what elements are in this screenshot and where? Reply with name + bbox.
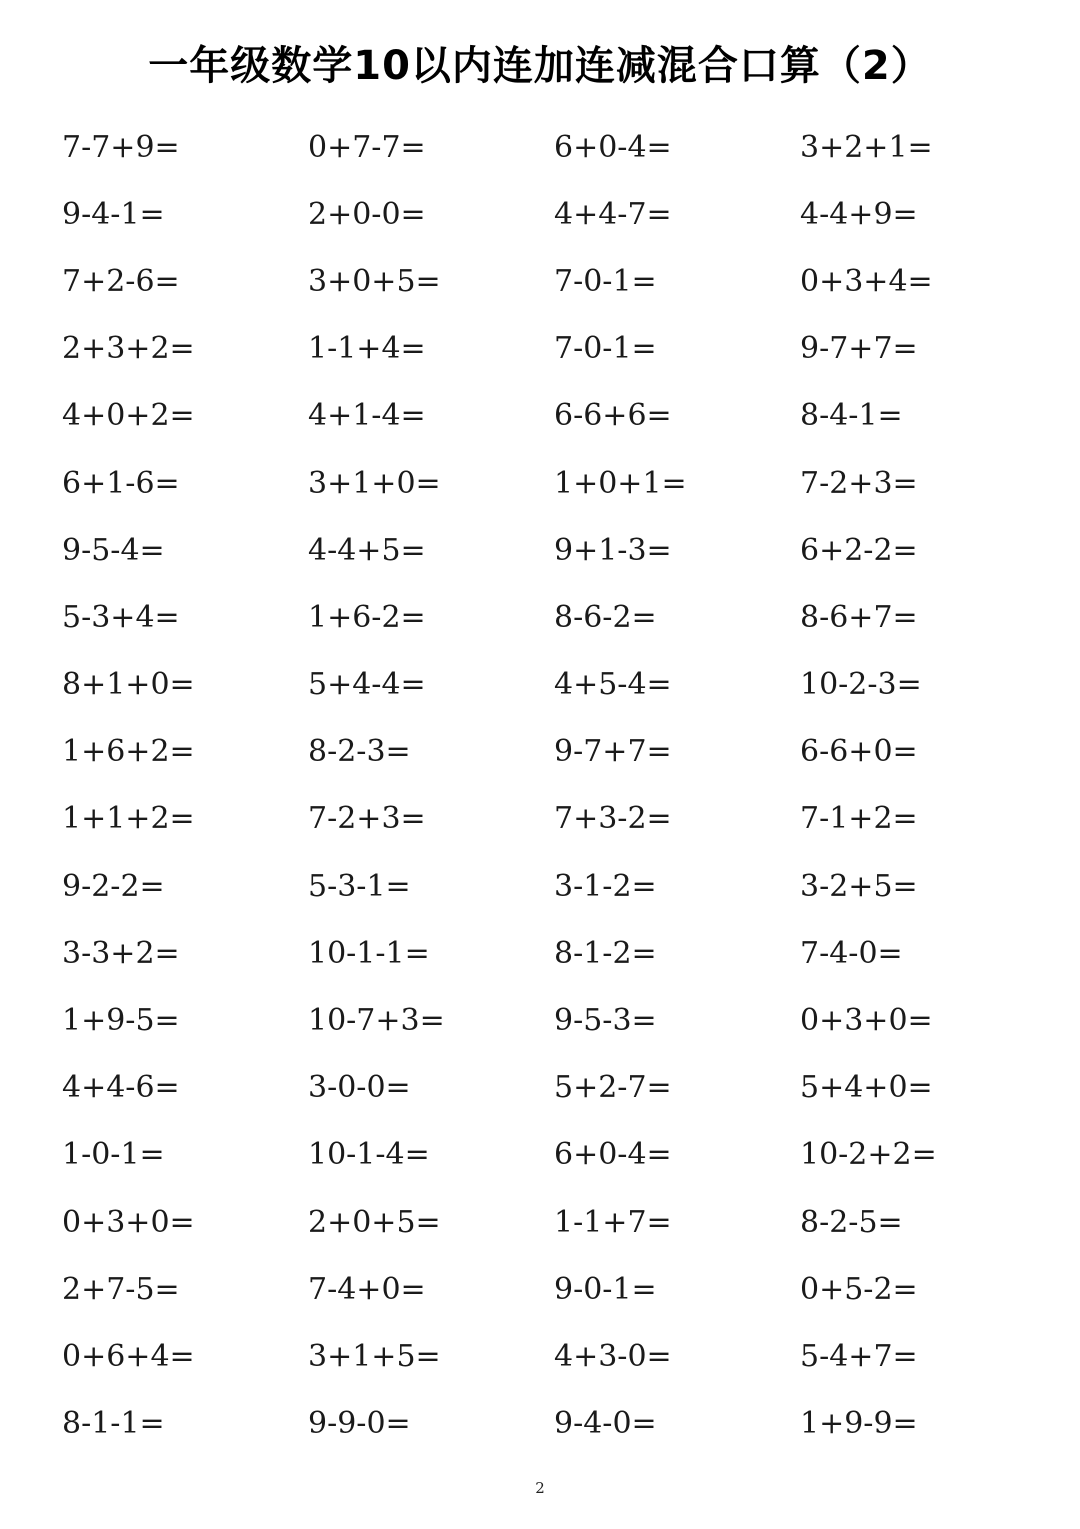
math-problem: 3-0-0=	[308, 1070, 411, 1106]
math-problem: 1+1+2=	[62, 801, 195, 837]
math-problem: 7-0-1=	[554, 331, 657, 367]
math-problem: 8-1-2=	[554, 935, 657, 971]
math-problem: 8-6-2=	[554, 599, 657, 635]
math-problem: 9-2-2=	[62, 868, 165, 904]
math-problem: 6+2-2=	[800, 532, 918, 568]
problem-row	[62, 114, 1052, 181]
math-problem: 7-4+0=	[308, 1271, 426, 1307]
math-problem: 7+2-6=	[62, 263, 180, 299]
math-problem: 7-0-1=	[554, 263, 657, 299]
math-problem: 4+4-6=	[62, 1070, 180, 1106]
math-problem: 2+0-0=	[308, 196, 426, 232]
math-problem: 8-6+7=	[800, 599, 918, 635]
math-problem: 1+9-9=	[800, 1406, 918, 1442]
math-problem: 2+0+5=	[308, 1204, 441, 1240]
problem-row	[62, 517, 1052, 584]
math-problem: 9-5-3=	[554, 1003, 657, 1039]
math-problem: 7+3-2=	[554, 801, 672, 837]
math-problem: 8-2-5=	[800, 1204, 903, 1240]
problem-row	[62, 383, 1052, 450]
math-problem: 9-7+7=	[800, 331, 918, 367]
math-problem: 0+5-2=	[800, 1271, 918, 1307]
math-problem: 6-6+0=	[800, 734, 918, 770]
math-problem: 9-9-0=	[308, 1406, 411, 1442]
math-problem: 9-0-1=	[554, 1271, 657, 1307]
problem-row	[62, 853, 1052, 920]
math-problem: 5-3+4=	[62, 599, 180, 635]
math-problem: 8-2-3=	[308, 734, 411, 770]
math-problem: 2+3+2=	[62, 331, 195, 367]
math-problem: 7-7+9=	[62, 129, 180, 165]
problem-row	[62, 248, 1052, 315]
problem-row	[62, 652, 1052, 719]
problem-row	[62, 987, 1052, 1054]
math-problem: 10-1-4=	[308, 1137, 430, 1173]
math-problem: 2+7-5=	[62, 1271, 180, 1307]
math-problem: 8-4-1=	[800, 398, 903, 434]
math-problem: 5-3-1=	[308, 868, 411, 904]
math-problem: 6+0-4=	[554, 1137, 672, 1173]
problem-row	[62, 1323, 1052, 1390]
problem-row	[62, 584, 1052, 651]
math-problem: 4-4+5=	[308, 532, 426, 568]
math-problem: 10-2+2=	[800, 1137, 937, 1173]
math-problem: 9-4-0=	[554, 1406, 657, 1442]
page-number: 2	[535, 1479, 545, 1497]
math-problem: 1+6-2=	[308, 599, 426, 635]
math-problem: 1+0+1=	[554, 465, 687, 501]
problem-row	[62, 786, 1052, 853]
math-problem: 9+1-3=	[554, 532, 672, 568]
math-problem: 8+1+0=	[62, 667, 195, 703]
problem-row	[62, 1122, 1052, 1189]
problem-grid	[62, 114, 1052, 1458]
math-problem: 3+0+5=	[308, 263, 441, 299]
problem-row	[62, 920, 1052, 987]
math-problem: 5+4+0=	[800, 1070, 933, 1106]
math-problem: 3+2+1=	[800, 129, 933, 165]
math-problem: 7-1+2=	[800, 801, 918, 837]
math-problem: 10-2-3=	[800, 667, 922, 703]
math-problem: 0+3+4=	[800, 263, 933, 299]
math-problem: 6-6+6=	[554, 398, 672, 434]
math-problem: 5+2-7=	[554, 1070, 672, 1106]
math-problem: 4+0+2=	[62, 398, 195, 434]
math-problem: 7-2+3=	[308, 801, 426, 837]
math-problem: 7-2+3=	[800, 465, 918, 501]
math-problem: 10-1-1=	[308, 935, 430, 971]
math-problem: 8-1-1=	[62, 1406, 165, 1442]
problem-row	[62, 1391, 1052, 1458]
problem-row	[62, 1256, 1052, 1323]
math-problem: 3+1+5=	[308, 1338, 441, 1374]
math-problem: 0+6+4=	[62, 1338, 195, 1374]
math-problem: 6+1-6=	[62, 465, 180, 501]
math-problem: 0+3+0=	[800, 1003, 933, 1039]
math-problem: 10-7+3=	[308, 1003, 445, 1039]
math-problem: 5+4-4=	[308, 667, 426, 703]
math-problem: 4-4+9=	[800, 196, 918, 232]
problem-row	[62, 1189, 1052, 1256]
math-problem: 1+9-5=	[62, 1003, 180, 1039]
worksheet-title: 一年级数学10以内连加连减混合口算（2）	[148, 43, 932, 89]
problem-row	[62, 719, 1052, 786]
math-problem: 9-7+7=	[554, 734, 672, 770]
math-problem: 4+3-0=	[554, 1338, 672, 1374]
math-problem: 1-1+4=	[308, 331, 426, 367]
math-problem: 9-4-1=	[62, 196, 165, 232]
math-problem: 5-4+7=	[800, 1338, 918, 1374]
math-problem: 3-1-2=	[554, 868, 657, 904]
math-problem: 6+0-4=	[554, 129, 672, 165]
math-problem: 9-5-4=	[62, 532, 165, 568]
math-problem: 4+4-7=	[554, 196, 672, 232]
problem-row	[62, 316, 1052, 383]
math-problem: 0+3+0=	[62, 1204, 195, 1240]
math-problem: 4+5-4=	[554, 667, 672, 703]
math-problem: 1-1+7=	[554, 1204, 672, 1240]
problem-row	[62, 181, 1052, 248]
math-problem: 3-2+5=	[800, 868, 918, 904]
problem-row	[62, 450, 1052, 517]
problem-row	[62, 1055, 1052, 1122]
math-problem: 3-3+2=	[62, 935, 180, 971]
math-problem: 4+1-4=	[308, 398, 426, 434]
math-problem: 1-0-1=	[62, 1137, 165, 1173]
math-problem: 3+1+0=	[308, 465, 441, 501]
math-problem: 0+7-7=	[308, 129, 426, 165]
math-problem: 7-4-0=	[800, 935, 903, 971]
math-problem: 1+6+2=	[62, 734, 195, 770]
